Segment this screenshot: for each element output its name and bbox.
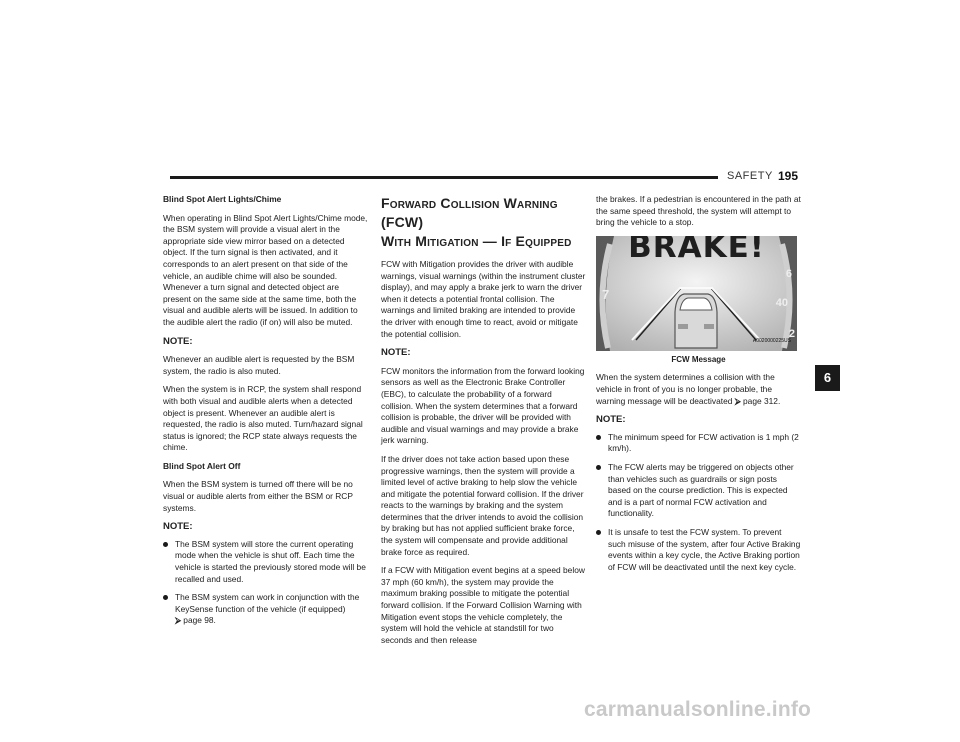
section-title-line: Forward Collision Warning (FCW) (381, 195, 558, 230)
paragraph: If the driver does not take action based upon these progressive warnings, then the system will provide a limited level of active braking to help slow the vehicle and mitigate the potential forward collision. If the driver reacts to the warnings by braking and the system determines that the driver intends to avoid the collision by braking but has not applied sufficient brake force, the system will compensate and provide additional brake force as required. (381, 453, 584, 557)
bullet-icon (596, 465, 601, 470)
bullet-text: The FCW alerts may be triggered on objects other than vehicles such as guardrails or sign posts based on the course prediction. This is expected and is a part of normal FCW activation and functionality. (608, 461, 794, 519)
note-text: Whenever an audible alert is requested by the BSM system, the radio is also muted. (163, 354, 355, 376)
paragraph: When the system is in RCP, the system shall respond with both visual and audible alerts when a detected object is present. Whenever an audible alert is requested, the radio is also muted. Turn/hazard signal status is ignored; the RCP state always requests the chime. (163, 384, 363, 453)
chapter-tab: 6 (815, 365, 840, 391)
page-number: 195 (778, 169, 799, 183)
figure-code: A0020000225US (752, 338, 791, 345)
column-right (596, 194, 801, 580)
section-title (381, 194, 586, 251)
bullet-icon (163, 542, 168, 547)
gauge-numeral: 7 (602, 286, 610, 302)
note-text: FCW monitors the information from the forward looking sensors as well as the Electronic Brake Controller (EBC), to calculate the probability of a forward collision. When the system determines that a forward collision is probable, the driver will be provided with audible and visual warnings and may provide a brake jerk warning. (381, 365, 585, 446)
bullet-text: The minimum speed for FCW activation is 1 mph (2 km/h). (608, 431, 799, 454)
note-label: NOTE: (163, 335, 193, 347)
note-bullet-list (596, 432, 801, 574)
list-item (596, 527, 801, 573)
list-item (163, 592, 368, 627)
paragraph (596, 372, 801, 407)
watermark: carmanualsonline.info (584, 698, 812, 721)
note-label: NOTE: (596, 414, 626, 426)
paragraph: When the BSM system is turned off there will be no visual or audible alerts from either the BSM or RCP systems. (163, 479, 353, 513)
paragraph-text: When the system determines a collision with the vehicle in front of you is no longer probable, the warning message will be deactivated (596, 372, 775, 406)
header-section-title: SAFETY (727, 170, 773, 182)
note-bullet-list (163, 539, 368, 627)
column-middle (381, 194, 586, 653)
page-reference-link[interactable]: page 312. (743, 395, 781, 406)
bullet-icon (163, 595, 168, 600)
page-reference-arrow-icon: ⮚ (734, 395, 741, 406)
bullet-text: It is unsafe to test the FCW system. To prevent such misuse of the system, after four Active Braking events within a key cycle, the Active Braking portion of FCW will be deactivated until the next key cycle. (608, 526, 801, 572)
gauge-numeral: 6 (785, 267, 792, 280)
page-reference-link[interactable]: page 98. (183, 615, 216, 626)
bullet-text: The BSM system can work in conjunction with the KeySense function of the vehicle (if equipped) (175, 592, 360, 614)
header-rule (170, 176, 718, 179)
list-item (596, 432, 801, 455)
gauge-numeral: 2 (788, 327, 795, 340)
car-rear-icon (675, 294, 717, 348)
column-left (163, 194, 368, 634)
list-item (163, 539, 368, 585)
subheading-alert-off: Blind Spot Alert Off (163, 460, 241, 471)
page-reference-arrow-icon: ⮚ (175, 615, 181, 626)
subheading-alert-lights-chime: Blind Spot Alert Lights/Chime (163, 194, 282, 204)
list-item (596, 462, 801, 520)
bullet-icon (596, 530, 601, 535)
gauge-numeral: 40 (775, 296, 788, 309)
paragraph: When operating in Blind Spot Alert Lights/Chime mode, the BSM system will provide a visual alert in the appropriate side view mirror based on a detected object. If the turn signal is then activated, and it corresponds to an alert present on that side of the vehicle, an audible chime will also be sounded. Whenever a turn signal and detected object are present on the same side at the same time, both the visual and audible alerts will be issued. In addition to the audible alert the radio (if on) will also be muted. (163, 212, 368, 327)
paragraph: the brakes. If a pedestrian is encountered in the path at the same speed threshold, the system will attempt to bring the vehicle to a stop. (596, 194, 801, 228)
note-label: NOTE: (163, 521, 193, 533)
note-label: NOTE: (381, 347, 411, 359)
brake-warning-text: BRAKE! (628, 235, 765, 265)
bullet-text: The BSM system will store the current operating mode when the vehicle is shut off. Each time the vehicle is started the previously stored mode will be recalled and used. (175, 538, 366, 584)
fcw-message-figure (596, 236, 797, 351)
section-title-line: With Mitigation — If Equipped (381, 233, 572, 249)
paragraph: If a FCW with Mitigation event begins at a speed below 37 mph (60 km/h), the system may provide the maximum braking possible to mitigate the potential forward collision. If the Forward Collision Warning with Mitigation event stops the vehicle completely, the system will hold the vehicle at standstill for two seconds and then release (381, 565, 585, 645)
figure-caption: FCW Message (671, 354, 726, 364)
bullet-icon (596, 435, 601, 440)
paragraph: FCW with Mitigation provides the driver with audible warnings, visual warnings (within the instrument cluster display), and may apply a brake jerk to warn the driver when it detects a potential frontal collision. The warnings and limited braking are intended to provide the driver with enough time to react, avoid or mitigate the potential collision. (381, 259, 586, 339)
